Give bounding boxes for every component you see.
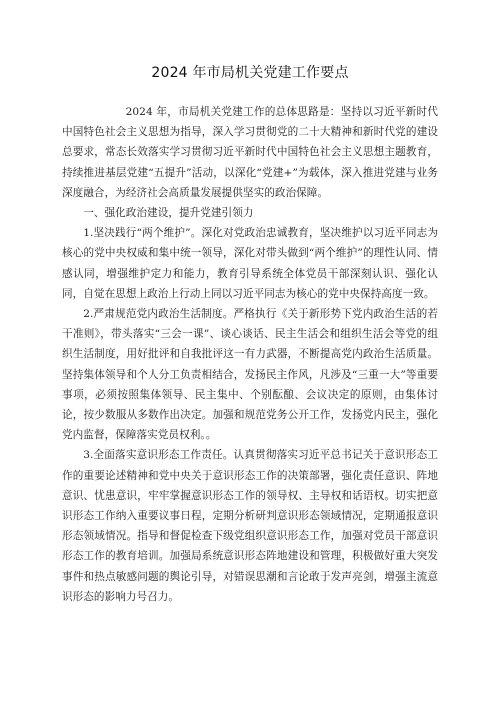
intro-paragraph: 2024 年，市局机关党建工作的总体思路是：坚持以习近平新时代中国特色社会主义思想为指导，深入学习贯彻党的二十大精神和新时代党的建设总要求，常态长效落实学习贯彻习近平新时代中国特色社会主义思想主题教育，持续推进基层党建“五提升”活动，以深化“党建+”为载体，深入推进党建与业务深度融合，为经济社会高质量发展提供坚实的政治保障。 xyxy=(62,106,438,199)
section-heading-1: 一、强化政治建设，提升党建引领力 xyxy=(83,207,254,220)
paragraph-item-2: 2.严肃规范党内政治生活制度。严格执行《关于新形势下党内政治生活的若干准则》，带头落实“三会一课”、谈心谈话、民主生活会和组织生活会等党的组织生活制度，用好批评和自我批评这一有力武器，不断提高党内政治生活质量。坚持集体领导和个人分工负责相结合，发扬民主作风，凡涉及“三重一大”等重要事项，必须按照集体领导、民主集中、个别酝酿、会议决定的原则，由集体讨论，按少数服从多数作出决定。加强和规范党务公开工作，发扬党内民主，强化党内监督，保障落实党员权利。。 xyxy=(62,308,438,442)
paragraph-item-1: 1.坚决践行“两个维护”。深化对党政治忠诚教育，坚决维护以习近平同志为核心的党中央权威和集中统一领导，深化对带头做到“两个维护”的理性认同、情感认同，增强维护定力和能力，教育引导系统全体党员干部深刻认识、强化认同，自觉在思想上政治上行动上同以习近平同志为核心的党中央保持高度一致。 xyxy=(62,227,438,300)
document-title: 2024 年市局机关党建工作要点 xyxy=(151,65,349,81)
paragraph-item-3: 3.全面落实意识形态工作责任。认真贯彻落实习近平总书记关于意识形态工作的重要论述精神和党中央关于意识形态工作的决策部署，强化责任意识、阵地意识、忧患意识，牢牢掌握意识形态工作的领导权、主导权和话语权。切实把意识形态工作纳入重要议事日程，定期分析研判意识形态领域情况，定期通报意识形态领域情况。指导和督促检查下级党组织意识形态工作，加强对党员干部意识形态工作的教育培训。加强局系统意识形态阵地建设和管理，积极做好重大突发事件和热点敏感问题的舆论引导，对错误思潮和言论敢于发声亮剑，增强主流意识形态的影响力号召力。 xyxy=(62,449,438,603)
